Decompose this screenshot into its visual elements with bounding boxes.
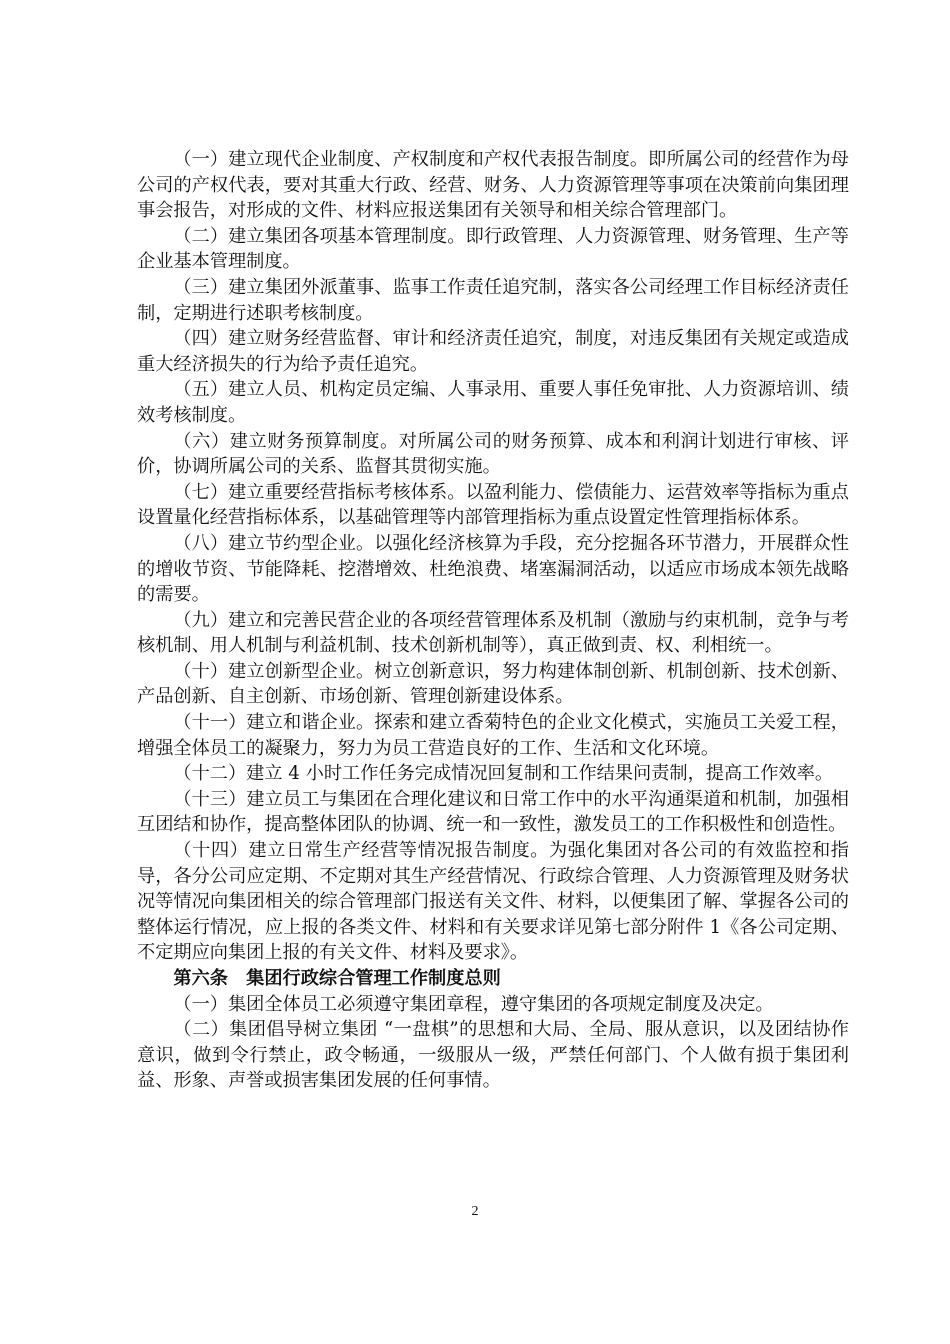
paragraph-7: （七）建立重要经营指标考核体系。以盈利能力、偿债能力、运营效率等指标为重点设置量化经营指标体系，以基础管理等内部管理指标为重点设置定性管理指标体系。 [137,481,849,529]
paragraph-11: （十一）建立和谐企业。探索和建立香菊特色的企业文化模式，实施员工关爱工程，增强全体员工的凝聚力，努力为员工营造良好的工作、生活和文化环境。 [137,712,849,759]
paragraph-5: （五）建立人员、机构定员定编、人事录用、重要人事任免审批、人力资源培训、绩效考核制度。 [137,379,849,426]
paragraph-8: （八）建立节约型企业。以强化经济核算为手段，充分挖掘各环节潜力，开展群众性的增收节资、节能降耗、挖潜增效、杜绝浪费、堵塞漏洞活动，以适应市场成本领先战略的需要。 [137,532,849,606]
paragraph-13: （十三）建立员工与集团在合理化建议和日常工作中的水平沟通渠道和机制，加强相互团结和协作，提高整体团队的协调、统一和一致性，激发员工的工作积极性和创造性。 [137,788,849,836]
page-number: 2 [471,1204,479,1219]
paragraph-10: （十）建立创新型企业。树立创新意识，努力构建体制创新、机制创新、技术创新、产品创新、自主创新、市场创新、管理创新建设体系。 [137,660,849,708]
paragraph-9: （九）建立和完善民营企业的各项经营管理体系及机制（激励与约束机制，竞争与考核机制、用人机制与利益机制、技术创新机制等），真正做到责、权、利相统一。 [137,609,849,657]
paragraph-1: （一）建立现代企业制度、产权制度和产权代表报告制度。即所属公司的经营作为母公司的产权代表，要对其重大行政、经营、财务、人力资源管理等事项在决策前向集团理事会报告，对形成的文件、材料应报送集团有关领导和相关综合管理部门。 [137,149,849,222]
section-heading: 第六条 集团行政综合管理工作制度总则 [173,968,501,989]
paragraph-3: （三）建立集团外派董事、监事工作责任追究制，落实各公司经理工作目标经济责任制，定期进行述职考核制度。 [137,276,849,324]
paragraph-14: （十四）建立日常生产经营等情况报告制度。为强化集团对各公司的有效监控和指导，各分公司应定期、不定期对其生产经营情况、行政综合管理、人力资源管理及财务状况等情况向集团相关的综合管理部门报送有关文件、材料，以便集团了解、掌握各公司的整体运行情况，应上报的各类文件、材料和有关要求详见第七部分附件 1《各公司定期、不定期应向集团上报的有关文件、材料及要求》。 [137,840,849,964]
paragraph-12: （十二）建立 4 小时工作任务完成情况回复制和工作结果问责制，提高工作效率。 [173,763,834,785]
paragraph-4: （四）建立财务经营监督、审计和经济责任追究，制度，对违反集团有关规定或造成重大经济损失的行为给予责任追究。 [137,328,849,375]
paragraph-after-1: （一）集团全体员工必须遵守集团章程，遵守集团的各项规定制度及决定。 [173,993,774,1015]
document-body [137,147,849,1094]
paragraph-6: （六）建立财务预算制度。对所属公司的财务预算、成本和利润计划进行审核、评价，协调所属公司的关系、监督其贯彻实施。 [137,430,849,478]
paragraph-after-2: （二）集团倡导树立集团 “一盘棋”的思想和大局、全局、服从意识，以及团结协作意识，做到令行禁止，政令畅通，一级服从一级，严禁任何部门、个人做有损于集团利益、形象、声誉或损害集团发展的任何事情。 [137,1019,849,1092]
paragraph-2: （二）建立集团各项基本管理制度。即行政管理、人力资源管理、财务管理、生产等企业基本管理制度。 [137,225,849,273]
